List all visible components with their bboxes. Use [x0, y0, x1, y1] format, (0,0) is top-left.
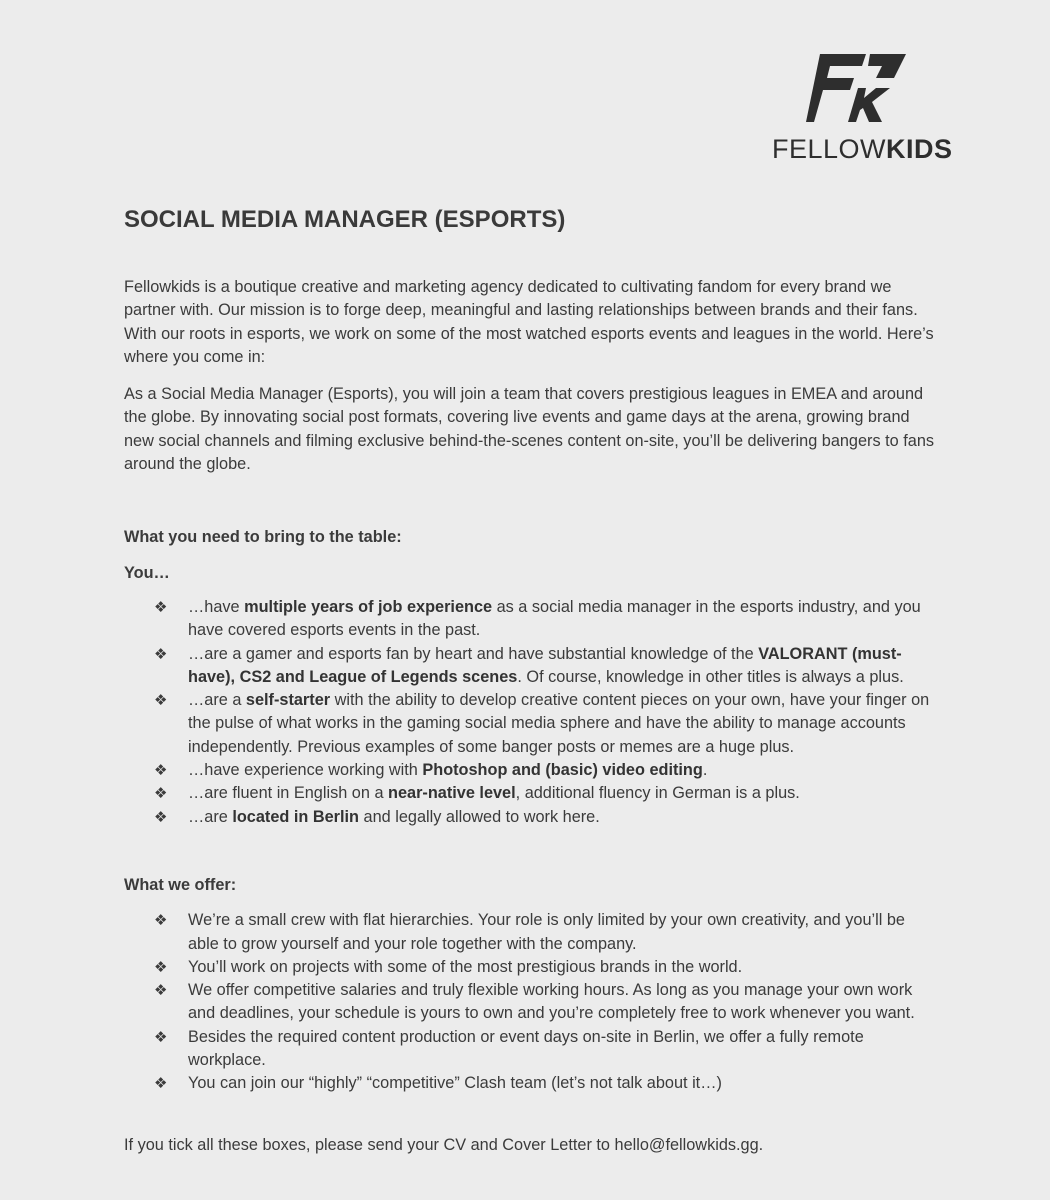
requirements-heading: What you need to bring to the table:: [124, 528, 402, 547]
list-item: ❖ …are a self-starter with the ability to develop creative content pieces on your own, have your finger on the pulse of what works in the gaming social media sphere and have the ability to manage accounts independently. Previous examples of some banger posts or memes are a huge plus.: [154, 691, 930, 756]
diamond-bullet-icon: ❖: [154, 808, 168, 826]
diamond-bullet-icon: ❖: [154, 692, 168, 710]
logo-word-bold: KIDS: [886, 134, 953, 164]
diamond-bullet-icon: ❖: [154, 1028, 168, 1046]
list-item: ❖ …have experience working with Photoshop and (basic) video editing.: [188, 759, 934, 782]
list-item: ❖ You can join our “highly” “competitive” Clash team (let’s not talk about it…): [188, 1072, 934, 1095]
diamond-bullet-icon: ❖: [154, 645, 168, 663]
diamond-bullet-icon: ❖: [154, 785, 168, 803]
list-item: ❖ …are fluent in English on a near-native level, additional fluency in German is a plus.: [188, 782, 934, 805]
list-item: ❖ …are a gamer and esports fan by heart and have substantial knowledge of the VALORANT (must-have), CS2 and League of Legends scenes. Of course, knowledge in other titles is always a plus.: [154, 644, 904, 686]
list-item: ❖ We’re a small crew with flat hierarchies. Your role is only limited by your own creativity, and you’ll be able to grow yourself and your role together with the company.: [154, 911, 905, 953]
list-item: ❖ We offer competitive salaries and truly flexible working hours. As long as you manage your own work and deadlines, your schedule is yours to own and you’re completely free to work whenever you want.: [154, 981, 915, 1023]
list-item: ❖ Besides the required content production or event days on-site in Berlin, we offer a fully remote workplace.: [154, 1027, 864, 1070]
requirements-list: [124, 596, 934, 829]
fk-logo-mark-icon: [806, 54, 906, 122]
closing-paragraph: If you tick all these boxes, please send your CV and Cover Letter to hello@fellowkids.gg.: [124, 1135, 764, 1154]
role-paragraph: As a Social Media Manager (Esports), you will join a team that covers prestigious leagues in EMEA and around the globe. By innovating social post formats, covering live events and game days at the arena, growing brand new social channels and filming exclusive behind-the-scenes content on-site, you’ll be delivering bangers to fans around the globe.: [124, 385, 935, 474]
page-title: SOCIAL MEDIA MANAGER (ESPORTS): [124, 206, 566, 233]
requirements-lead: You…: [124, 563, 170, 582]
diamond-bullet-icon: ❖: [154, 958, 168, 976]
job-description: [124, 276, 934, 1157]
diamond-bullet-icon: ❖: [154, 1075, 168, 1093]
list-item: ❖ You’ll work on projects with some of the most prestigious brands in the world.: [188, 956, 934, 979]
offer-list: [124, 909, 934, 1095]
offer-heading: What we offer:: [124, 875, 237, 894]
logo-wordmark: [772, 134, 953, 164]
diamond-bullet-icon: ❖: [154, 598, 168, 616]
intro-paragraph: Fellowkids is a boutique creative and marketing agency dedicated to cultivating fandom for every brand we partner with. Our mission is to forge deep, meaningful and lasting relationships between brands and their fans. With our roots in esports, we work on some of the most watched esports events and leagues in the world. Here’s where you come in:: [124, 278, 934, 366]
logo-word-light: FELLOW: [772, 134, 887, 164]
diamond-bullet-icon: ❖: [154, 762, 168, 780]
diamond-bullet-icon: ❖: [154, 982, 168, 1000]
diamond-bullet-icon: ❖: [154, 912, 168, 930]
list-item: ❖ …have multiple years of job experience as a social media manager in the esports industry, and you have covered esports events in the past.: [154, 597, 921, 640]
fellowkids-logo: [772, 54, 953, 164]
list-item: ❖ …are located in Berlin and legally allowed to work here.: [188, 806, 934, 829]
